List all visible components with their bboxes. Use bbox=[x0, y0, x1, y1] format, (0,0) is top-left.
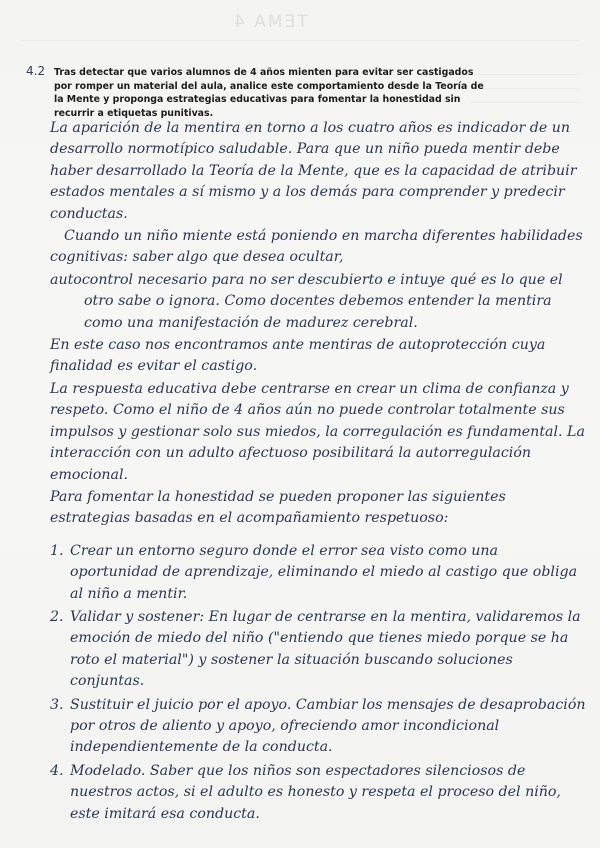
answer-paragraph-skills: Cuando un niño miente está poniendo en marcha diferentes habilidades cognitivas: saber algo que desea ocultar, bbox=[50, 228, 583, 266]
list-item bbox=[50, 541, 590, 605]
list-item-text: Modelado. Saber que los niños son espectadores silenciosos de nuestros actos, si el adulto es honesto y respeta el proceso del niño, este imitará esa conducta. bbox=[70, 762, 561, 822]
answer-paragraph-intro: La aparición de la mentira en torno a los cuatro años es indicador de un desarrollo normotípico saludable. Para que un niño pueda mentir debe haber desarrollado la Teoría de la Mente, que es la capacidad de atribuir estados mentales a sí mismo y a los demás para comprender y predecir conductas. bbox=[50, 120, 577, 222]
question-number: 4.2 bbox=[26, 64, 46, 78]
answer-paragraph-response: La respuesta educativa debe centrarse en crear un clima de confianza y respeto. Como el niño de 4 años aún no puede controlar totalmente sus impulsos y gestionar solo sus miedos, la corregulación es fundamental. La interacción con un adulto afectuoso posibilitará la autorregulación emocional. bbox=[50, 380, 585, 483]
list-item-text: Validar y sostener: En lugar de centrarse en la mentira, validaremos la emoción de miedo del niño ("entiendo que tienes miedo porque se ha roto el material") y sostener la situación buscando soluciones conjuntas. bbox=[70, 608, 581, 690]
list-item-text: Sustituir el juicio por el apoyo. Cambiar los mensajes de desaprobación por otros de aliento y apoyo, ofreciendo amor incondicional independientemente de la conducta. bbox=[70, 696, 586, 756]
spacer bbox=[50, 531, 590, 539]
list-item-number: 1. bbox=[50, 542, 64, 559]
show-through-rule bbox=[470, 102, 580, 103]
show-through-rule bbox=[470, 74, 580, 75]
list-item-number: 2. bbox=[50, 608, 64, 625]
list-item-text: Crear un entorno seguro donde el error sea visto como una oportunidad de aprendizaje, eliminando el miedo al castigo que obliga al niño a mentir. bbox=[70, 542, 578, 602]
list-item-number: 4. bbox=[50, 762, 64, 779]
handwritten-answer bbox=[50, 118, 590, 825]
answer-paragraph-skills-continued: autocontrol necesario para no ser descubierto e intuye qué es lo que el otro sabe o ignora. Como docentes debemos entender la mentira como una manifestación de madurez cerebral. bbox=[50, 271, 563, 331]
answer-paragraph-strategies-intro: Para fomentar la honestidad se pueden proponer las siguientes estrategias basadas en el acompañamiento respetuoso: bbox=[50, 488, 506, 527]
question-prompt: Tras detectar que varios alumnos de 4 años mienten para evitar ser castigados por romper un material del aula, analice este comportamiento desde la Teoría de la Mente y proponga estrategias educativas para fomentar la honestidad sin recurrir a etiquetas punitivas. bbox=[54, 67, 484, 119]
show-through-rule bbox=[470, 88, 580, 89]
answer-paragraph-case: En este caso nos encontramos ante mentiras de autoprotección cuya finalidad es evitar el castigo. bbox=[50, 337, 546, 375]
show-through-header: TEMA 4 bbox=[232, 12, 308, 32]
list-item bbox=[50, 695, 590, 759]
list-item bbox=[50, 761, 590, 825]
list-item-number: 3. bbox=[50, 696, 64, 713]
show-through-rule bbox=[20, 40, 580, 41]
list-item bbox=[50, 607, 590, 693]
